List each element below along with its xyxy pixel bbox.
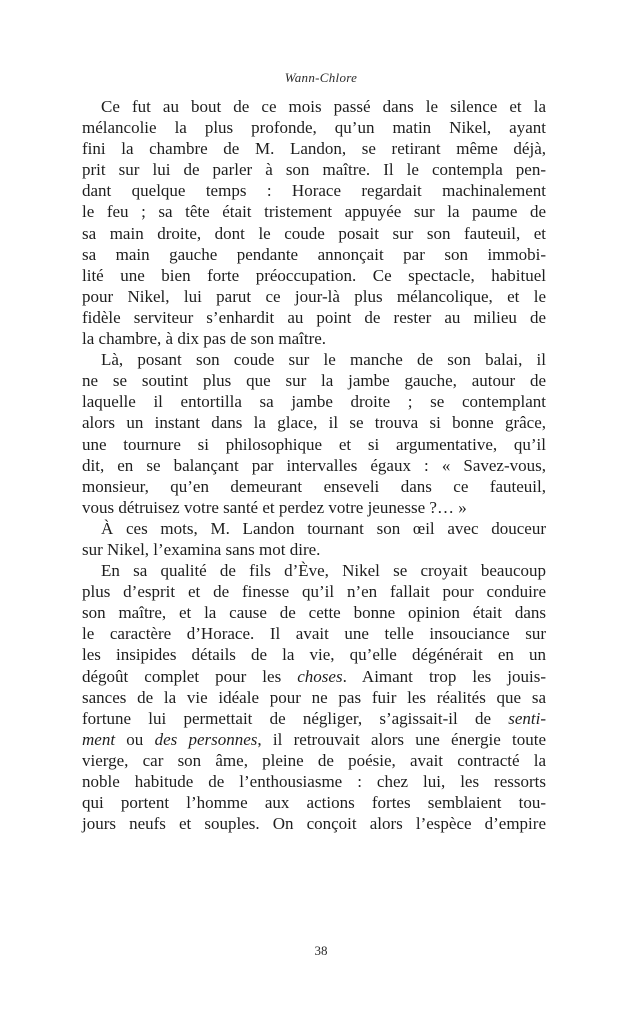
text-run: , il retrouvait alors une énergie toute [257,729,547,749]
text-line: la chambre, à dix pas de son maître. [82,329,327,349]
text-line: mélancolie la plus profonde, qu’un matin Nikel, ayant [82,118,546,138]
text-line: laquelle il entortilla sa jambe droite ; se contemplant [82,392,546,412]
text-line: dit, en se balançant par intervalles égaux : « Savez-vous, [82,455,546,475]
italic-word: ment [82,729,116,749]
text-run: fortune lui permettait de négliger, s’agissait-il de [82,708,509,728]
text-line: fidèle serviteur s’enhardit au point de rester au milieu de [82,307,546,327]
text-line: jours neufs et souples. On conçoit alors l’espèce d’empire [82,814,546,834]
text-line: son maître, et la cause de cette bonne opinion était dans [82,603,546,623]
text-line: prit sur lui de parler à son maître. Il le contempla pen- [82,160,546,180]
text-line: vous détruisez votre santé et perdez votre jeunesse ?… » [82,497,467,517]
text-line: À ces mots, M. Landon tournant son œil avec douceur [101,518,546,538]
page-number: 38 [314,943,328,958]
text-line: sances de la vie idéale pour ne pas fuir les réalités que sa [82,687,546,707]
text-line: ne se soutint plus que sur la jambe gauche, autour de [82,371,546,391]
text-line: le feu ; sa tête était tristement appuyée sur la paume de [82,202,546,222]
text-line [82,666,546,687]
paragraph-1 [82,96,546,349]
text-line [82,729,546,750]
text-line: le caractère d’Horace. Il avait une telle insouciance sur [82,624,546,644]
text-line: pour Nikel, lui parut ce jour-là plus mélancolique, et le [82,286,546,306]
paragraph-4 [82,560,546,834]
text-line: sur Nikel, l’examina sans mot dire. [82,539,321,559]
text-line: Là, posant son coude sur le manche de son balai, il [101,350,546,370]
text-line: fini la chambre de M. Landon, se retirant même déjà, [82,139,546,159]
text-line: En sa qualité de fils d’Ève, Nikel se croyait beaucoup [101,561,546,581]
text-line [82,708,546,729]
text-line: qui portent l’homme aux actions fortes semblaient tou- [82,793,546,813]
text-line: Ce fut au bout de ce mois passé dans le silence et la [101,97,546,116]
text-line: vierge, car son âme, pleine de poésie, avait contracté la [82,750,546,770]
paragraph-3 [82,518,546,560]
text-line: lité une bien forte préoccupation. Ce spectacle, habituel [82,265,546,285]
text-line: dant quelque temps : Horace regardait machinalement [82,181,546,201]
text-line: plus d’esprit et de finesse qu’il n’en fallait pour conduire [82,582,546,602]
text-line: une tournure si philosophique et si argumentative, qu’il [82,434,546,454]
text-line: sa main droite, dont le coude posait sur son fauteuil, et [82,223,546,243]
italic-word: senti- [508,708,546,728]
text-line: les insipides détails de la vie, qu’elle dégénérait en un [82,645,546,665]
text-run: dégoût complet pour les [82,666,298,686]
text-line: noble habitude de l’enthousiasme : chez lui, les ressorts [82,772,546,791]
text-line: monsieur, qu’en demeurant enseveli dans ce fauteuil, [82,476,546,496]
italic-phrase: des personnes [154,729,258,749]
body-text [82,96,546,834]
text-run: . Aimant trop les jouis- [342,666,547,686]
text-line: alors un instant dans la glace, il se trouva si bonne grâce, [82,413,546,433]
text-run: ou [115,729,155,749]
running-head: Wann-Chlore [284,70,358,85]
paragraph-2 [82,349,546,518]
text-line: sa main gauche pendante annonçait par son immobi- [82,244,546,264]
italic-word: choses [297,666,343,686]
